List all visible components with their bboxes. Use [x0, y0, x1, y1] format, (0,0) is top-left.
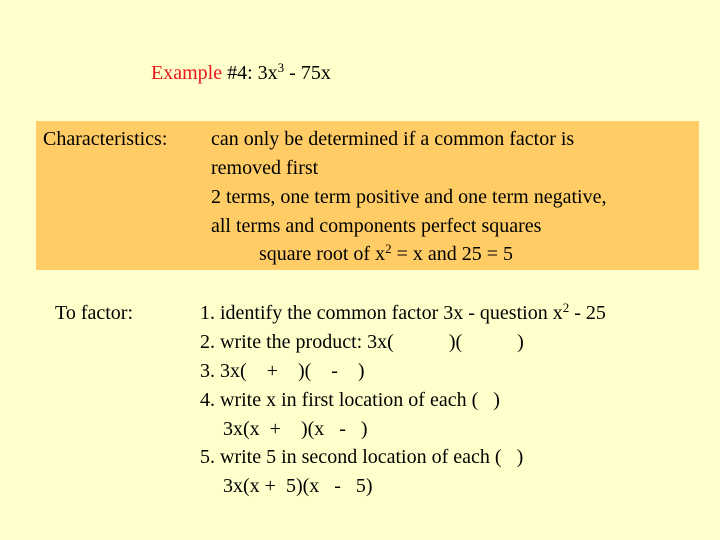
title-tail: - 75x: [284, 62, 331, 84]
step-2: 2. write the product: 3x( )( ): [200, 331, 524, 353]
step-4-result: 3x(x + )(x - ): [223, 418, 368, 440]
step-1-exponent: 2: [562, 300, 570, 315]
sqrt-post: = x and 25 = 5: [391, 243, 514, 265]
step-5: 5. write 5 in second location of each ( ): [200, 446, 524, 468]
step-1-post: - 25: [569, 302, 606, 324]
title-text: #4: 3x: [222, 62, 278, 84]
characteristics-line-3: 2 terms, one term positive and one term negative,: [211, 186, 607, 208]
characteristics-line-1: can only be determined if a common factor is: [211, 128, 575, 150]
title-example-word: Example: [151, 62, 223, 84]
characteristics-sqrt-line: [259, 241, 513, 267]
slide-title: [151, 60, 331, 86]
step-3: 3. 3x( + )( - ): [200, 360, 365, 382]
step-4: 4. write x in first location of each ( ): [200, 389, 500, 411]
sqrt-pre: square root of x: [259, 243, 386, 265]
characteristics-line-2: removed first: [211, 157, 319, 179]
title-exponent: 3: [277, 60, 285, 75]
to-factor-label: To factor:: [55, 302, 134, 324]
sqrt-exponent: 2: [385, 241, 392, 256]
step-5-result: 3x(x + 5)(x - 5): [223, 475, 373, 497]
characteristics-label: Characteristics:: [43, 128, 168, 150]
step-1: [200, 300, 606, 326]
step-1-pre: 1. identify the common factor 3x - question x: [200, 302, 563, 324]
characteristics-line-4: all terms and components perfect squares: [211, 215, 542, 237]
